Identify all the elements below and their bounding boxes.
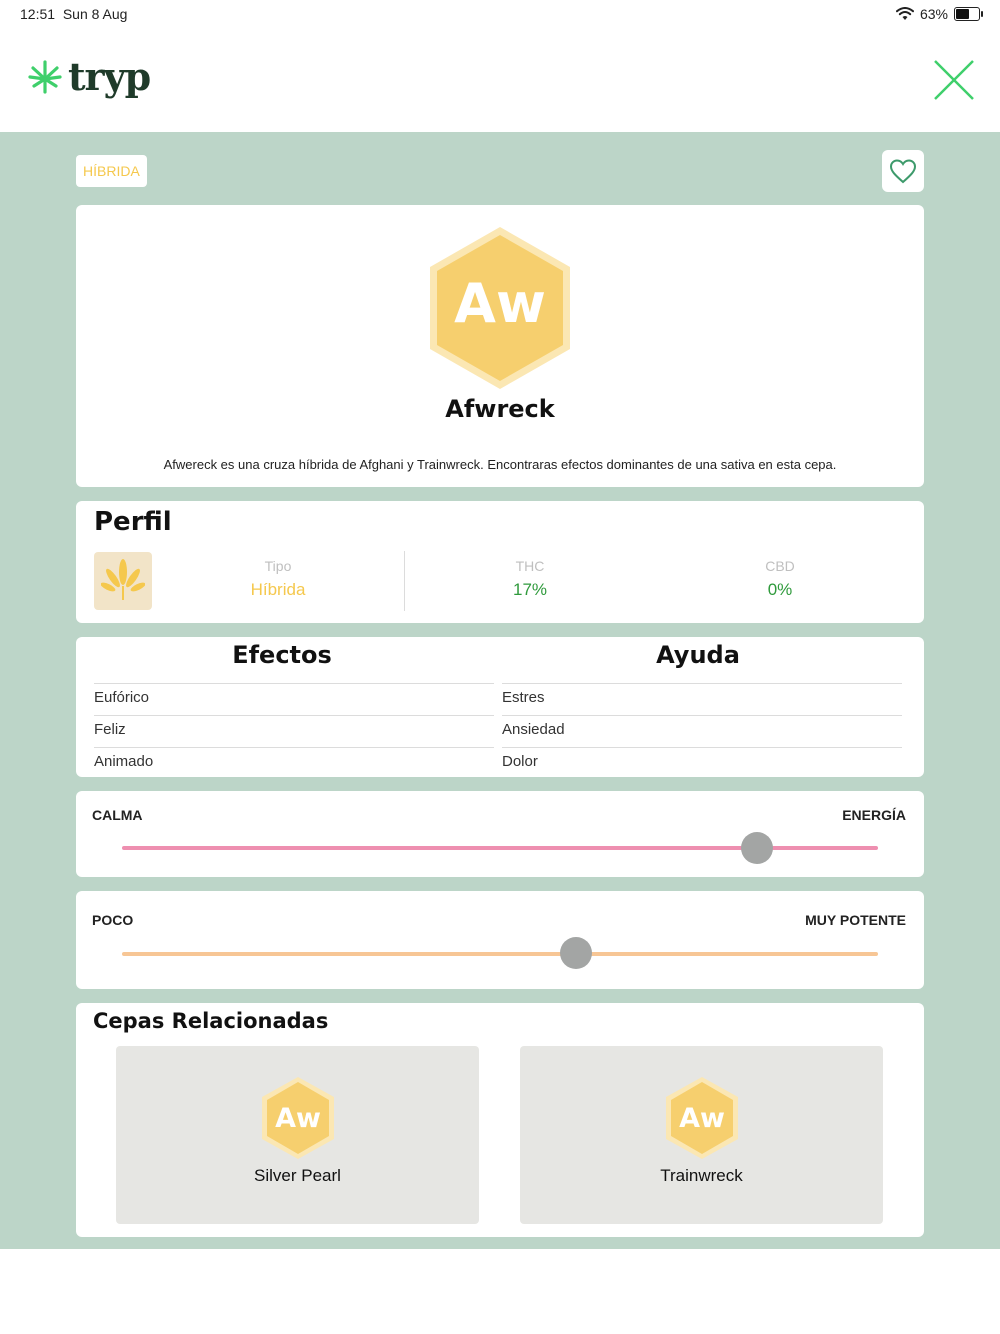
related-title: Cepas Relacionadas <box>93 1009 329 1033</box>
low-potency-label: POCO <box>92 912 134 928</box>
effects-title: Efectos <box>232 641 332 669</box>
potency-slider-thumb[interactable] <box>560 937 592 969</box>
strain-type-thumbnail <box>94 552 152 610</box>
high-potency-label: MUY POTENTE <box>805 912 906 928</box>
type-value: Híbrida <box>250 580 306 599</box>
strain-name: Afwreck <box>445 395 555 423</box>
cbd-label: CBD <box>765 558 795 574</box>
wifi-icon <box>896 7 914 21</box>
cannabis-leaf-icon <box>101 558 145 604</box>
battery-percent: 63% <box>919 6 948 22</box>
status-icons <box>896 6 980 22</box>
energy-label: ENERGÍA <box>842 807 906 823</box>
strain-abbr: Aw <box>454 272 546 335</box>
thc-value: 17% <box>512 580 548 599</box>
svg-text:Aw: Aw <box>275 1103 321 1134</box>
strain-hexagon-badge <box>665 1076 739 1160</box>
profile-thc <box>430 558 630 600</box>
related-strain-name: Trainwreck <box>660 1166 743 1185</box>
thc-label: THC <box>515 558 545 574</box>
heart-icon <box>889 158 917 184</box>
logo-text: tryp <box>68 54 151 99</box>
cbd-value: 0% <box>767 580 793 599</box>
profile-type <box>178 558 378 600</box>
type-label: Tipo <box>264 558 292 574</box>
potency-track[interactable] <box>122 952 878 956</box>
svg-text:Aw: Aw <box>679 1103 725 1134</box>
effects-list <box>94 683 494 779</box>
battery-icon <box>954 7 980 21</box>
cannabis-leaf-icon <box>28 59 62 95</box>
status-time: 12:51 Sun 8 Aug <box>20 6 128 22</box>
profile-divider <box>404 551 405 611</box>
list-item: Ansiedad <box>502 721 565 738</box>
strain-hexagon-badge <box>428 225 572 391</box>
calm-label: CALMA <box>92 807 143 823</box>
favorite-button[interactable] <box>882 150 924 192</box>
related-strains-card <box>76 1003 924 1237</box>
related-strain-name: Silver Pearl <box>254 1166 341 1185</box>
list-item: Feliz <box>94 721 126 738</box>
list-item: Estres <box>502 689 545 706</box>
potency-card <box>76 891 924 989</box>
close-button[interactable] <box>932 58 976 102</box>
profile-cbd <box>680 558 880 600</box>
strain-hexagon-badge <box>261 1076 335 1160</box>
list-item: Animado <box>94 753 154 770</box>
strain-type-tag: HÍBRIDA <box>76 155 147 187</box>
helps-title: Ayuda <box>656 641 740 669</box>
effects-card <box>76 637 924 777</box>
related-strain-tile[interactable] <box>116 1046 479 1224</box>
helps-list <box>502 683 902 779</box>
app-logo[interactable] <box>28 54 151 99</box>
calm-energy-card <box>76 791 924 877</box>
strain-description: Afwereck es una cruza híbrida de Afghani y Trainwreck. Encontraras efectos dominantes de una sativa en esta cepa. <box>163 457 837 472</box>
related-strain-tile[interactable] <box>520 1046 883 1224</box>
list-item: Eufórico <box>94 689 150 706</box>
close-icon <box>932 58 976 102</box>
profile-card <box>76 501 924 623</box>
strain-hero-card <box>76 205 924 487</box>
list-item: Dolor <box>502 753 538 770</box>
calm-energy-slider-thumb[interactable] <box>741 832 773 864</box>
profile-title: Perfil <box>94 507 172 537</box>
